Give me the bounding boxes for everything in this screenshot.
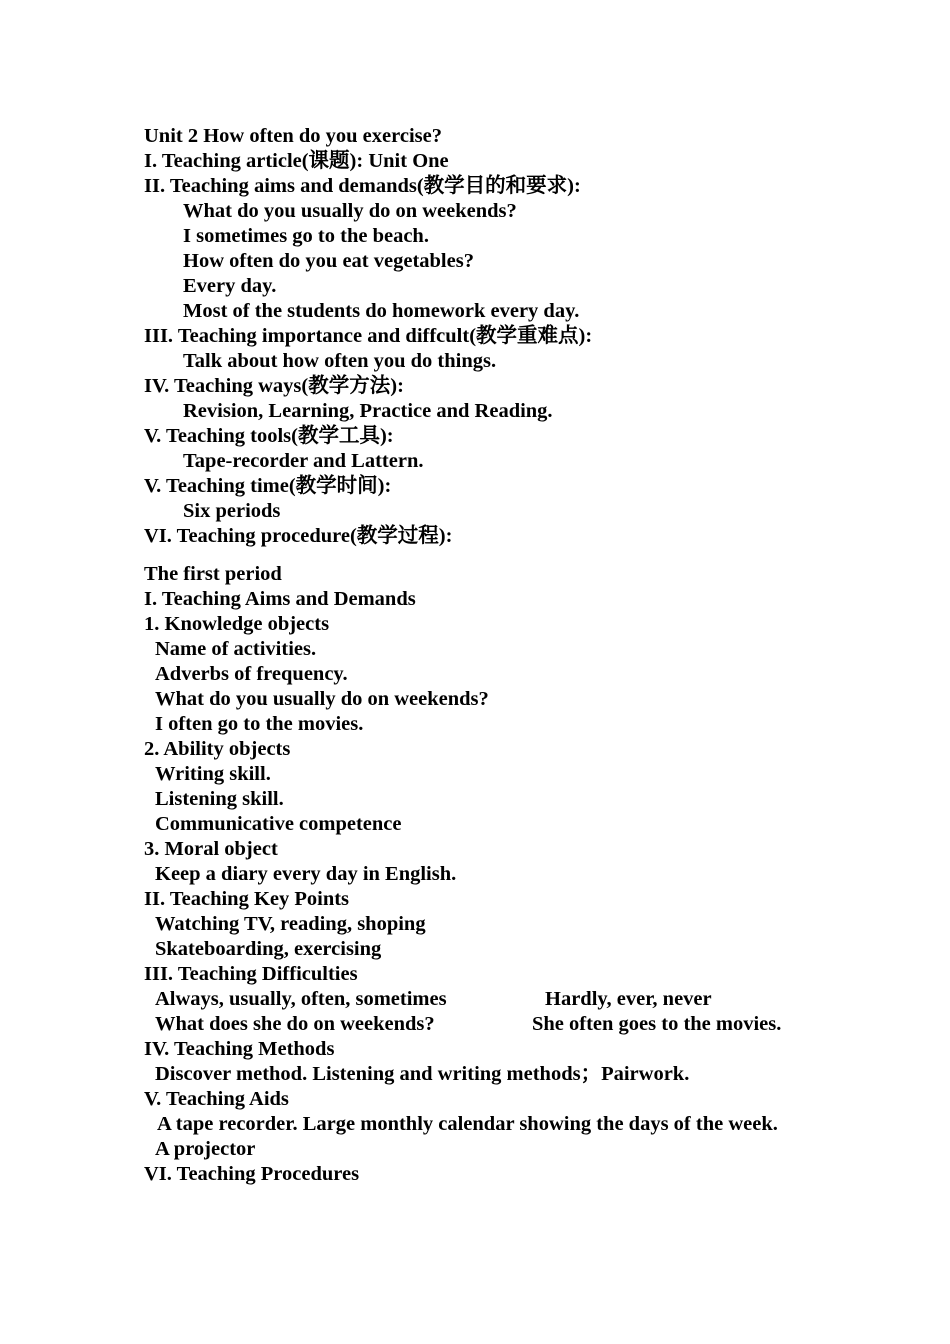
aim-item: Every day.: [183, 275, 277, 297]
ability-item: Listening skill.: [155, 788, 284, 810]
knowledge-item: Adverbs of frequency.: [155, 663, 348, 685]
tools-heading: V. Teaching tools(教学工具):: [144, 425, 394, 447]
difficulties-left: What does she do on weekends?: [155, 1013, 435, 1035]
ability-item: Writing skill.: [155, 763, 271, 785]
moral-heading: 3. Moral object: [144, 838, 278, 860]
period-aims-heading: I. Teaching Aims and Demands: [144, 588, 416, 610]
aids-heading: V. Teaching Aids: [144, 1088, 289, 1110]
knowledge-item: I often go to the movies.: [155, 713, 364, 735]
moral-text: Keep a diary every day in English.: [155, 863, 457, 885]
difficulties-row: [144, 987, 806, 1012]
aids-item: A projector: [155, 1138, 256, 1160]
ability-heading: 2. Ability objects: [144, 738, 291, 760]
time-text: Six periods: [183, 500, 281, 522]
ways-text: Revision, Learning, Practice and Reading.: [183, 400, 553, 422]
unit-title: Unit 2 How often do you exercise?: [144, 125, 442, 147]
aim-item: How often do you eat vegetables?: [183, 250, 474, 272]
aim-item: Most of the students do homework every day.: [183, 300, 580, 322]
spacer: [144, 549, 806, 562]
tools-text: Tape-recorder and Lattern.: [183, 450, 424, 472]
key-point-item: Skateboarding, exercising: [155, 938, 382, 960]
lesson-plan-text: [144, 124, 806, 1187]
aids-text: A tape recorder. Large monthly calendar showing the days of the week.: [157, 1113, 778, 1135]
ability-item: Communicative competence: [155, 813, 402, 835]
key-points-heading: II. Teaching Key Points: [144, 888, 350, 910]
difficulties-right: She often goes to the movies.: [532, 1013, 782, 1035]
importance-text: Talk about how often you do things.: [183, 350, 497, 372]
aim-item: What do you usually do on weekends?: [183, 200, 517, 222]
ways-heading: IV. Teaching ways(教学方法):: [144, 375, 404, 397]
difficulties-row: [144, 1012, 806, 1037]
aim-item: I sometimes go to the beach.: [183, 225, 429, 247]
key-point-item: Watching TV, reading, shoping: [155, 913, 426, 935]
procedure-heading: VI. Teaching procedure(教学过程):: [144, 525, 453, 547]
procedures-heading: VI. Teaching Procedures: [144, 1163, 360, 1185]
knowledge-item: What do you usually do on weekends?: [155, 688, 489, 710]
methods-text: Discover method. Listening and writing methods；Pairwork.: [155, 1063, 690, 1085]
period-title: The first period: [144, 563, 282, 585]
methods-heading: IV. Teaching Methods: [144, 1038, 335, 1060]
aims-heading: II. Teaching aims and demands(教学目的和要求):: [144, 175, 581, 197]
teaching-article: I. Teaching article(课题): Unit One: [144, 150, 449, 172]
time-heading: V. Teaching time(教学时间):: [144, 475, 392, 497]
knowledge-item: Name of activities.: [155, 638, 317, 660]
knowledge-heading: 1. Knowledge objects: [144, 613, 330, 635]
difficulties-left: Always, usually, often, sometimes: [155, 988, 447, 1010]
difficulties-right: Hardly, ever, never: [545, 988, 712, 1010]
difficulties-heading: III. Teaching Difficulties: [144, 963, 358, 985]
importance-heading: III. Teaching importance and diffcult(教学重难点):: [144, 325, 593, 347]
